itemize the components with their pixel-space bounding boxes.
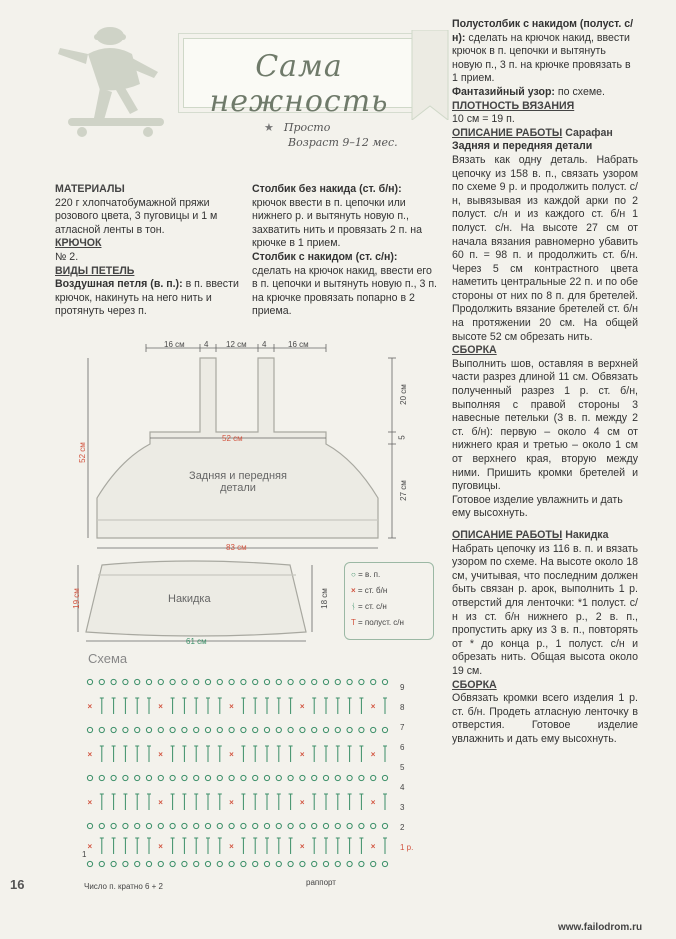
chain-stitch-mark [217,823,222,828]
chain-stitch-mark [217,679,222,684]
chain-stitch-mark [300,775,305,780]
chain-stitch-mark [205,861,210,866]
row-label: 3 [400,803,405,812]
chain-stitch-mark [123,727,128,732]
chain-stitch-mark [276,775,281,780]
legend-sc: = ст. б/н [357,586,388,595]
chain-stitch-mark [241,775,246,780]
sc-stitch-mark: × [370,842,376,851]
chain-stitch-mark [323,823,328,828]
source-url: www.failodrom.ru [558,922,643,933]
chain-stitch-mark [87,679,92,684]
chain-stitch-mark [253,679,258,684]
chain-stitch-mark [217,861,222,866]
chain-stitch-mark [264,775,269,780]
age-label: Возраст 9–12 мес. [288,136,398,149]
chain-stitch-mark [288,861,293,866]
sc-stitch-mark: × [158,842,163,851]
chain-stitch-mark [347,727,352,732]
chain-stitch-mark [135,861,140,866]
sc-stitch-mark: × [370,750,376,759]
legend-chain: = в. п. [358,570,381,579]
body-piece-outline [97,358,378,538]
chain-stitch-mark [312,679,317,684]
chain-stitch-mark [323,861,328,866]
chain-stitch-mark [241,727,246,732]
chain-stitch-mark [312,727,317,732]
sc-stitch-mark: × [158,750,163,759]
chain-stitch-mark [194,823,199,828]
chain-stitch-mark [170,727,175,732]
assembly-final: Готовое изделие увлажнить и дать ему высохнуть. [452,493,623,520]
chain-stitch-mark [312,823,317,828]
chain-stitch-mark [99,727,104,732]
chain-stitch-mark [135,679,140,684]
work-item: Сарафан [565,126,613,139]
chain-stitch-mark [182,823,187,828]
hook-text: № 2. [55,250,79,263]
chain-stitch-mark [312,775,317,780]
stitch-legend [344,562,434,640]
chain-stitch-mark [312,861,317,866]
dc-symbol-icon: ᚾ [351,602,356,611]
chain-stitch-mark [158,861,163,866]
chain-stitch-text: в п. ввести крючок, накинуть на него нить и протянуть через п. [55,278,239,318]
work-heading: ОПИСАНИЕ РАБОТЫ [452,126,563,139]
cape-text: Набрать цепочку из 116 в. п. и вязать узором по схеме. На высоте около 18 см, учитывая, что последним должен быть связан р. арок, выполнить 1 р. отверстий для ленточки: *1 полуст. с/н из ст. б/н нижнего р., 2 в. п., пропустить арку из 3 в. п., повторять от * до конца р., 1 полуст. с/н и обрезать нить. Общая высота около 19 см. [452,542,638,677]
dc-text: сделать на крючок накид, ввести его в п. цепочки и вытянуть новую п., 3 п. на крючке провязать попарно в 2 приема. [252,264,438,318]
chain-stitch-mark [99,861,104,866]
chain-stitch-mark [229,823,234,828]
part-text: Вязать как одну деталь. Набрать цепочку из 158 в. п., связать узором по схеме 9 р. и продолжить полуст. с/н, вывязывая из каждой арки по 2 полуст. с/н и из каждого ст. б/н 1 полуст. с/н. На высоте 27 см от начала вязания равномерно убавить 60 п. = 98 п. и продолжить ст. б/н. Через 5 см контрастного цвета наметить центральные 22 п. и по обе стороны от них по 8 п. для бретелей. Продолжить вязание бретелей ст. б/н на протяжении 20 см. На общей высоте 52 см обрезать нить. [452,153,638,343]
dim-19-height: 19 см [71,588,81,609]
chain-stitch-mark [217,775,222,780]
chain-stitch-mark [123,775,128,780]
row-label: 1 р. [400,843,414,852]
density-text: 10 см = 19 п. [452,113,515,126]
chain-stitch-mark [276,679,281,684]
chain-stitch-mark [111,727,116,732]
dc-title: Столбик с накидом (ст. с/н): [252,250,398,263]
sc-stitch-mark: × [229,750,234,759]
chain-stitch-mark [276,823,281,828]
chain-stitch-mark [146,861,151,866]
row-label: 4 [400,783,405,792]
chain-stitch-mark [276,861,281,866]
row-label: 5 [400,763,405,772]
sc-stitch-mark: × [229,842,234,851]
chain-stitch-mark [335,679,340,684]
chain-stitch-mark [123,823,128,828]
chain-stitch-mark [87,775,92,780]
chain-stitch-mark [99,823,104,828]
chain-stitch-mark [359,823,364,828]
chain-stitch-mark [170,861,175,866]
row-label: 9 [400,683,405,692]
chain-stitch-mark [111,861,116,866]
stitches-heading: ВИДЫ ПЕТЕЛЬ [55,264,135,277]
chain-stitch-mark [253,775,258,780]
chain-stitch-mark [335,775,340,780]
repeat-label: раппорт [306,878,336,887]
chain-stitch-mark [229,775,234,780]
dim-top-4: 4 [262,340,267,349]
body-label [178,470,298,494]
chain-stitch-mark [158,775,163,780]
chain-stitch-mark [347,823,352,828]
row-label: 2 [400,823,405,832]
scheme-row-labels [400,678,413,858]
sc-stitch-mark: × [87,798,93,807]
chain-stitch-mark [194,679,199,684]
chain-stitch-mark [359,775,364,780]
chain-stitch-mark [288,823,293,828]
chain-stitch-mark [288,727,293,732]
chain-stitch-mark [135,823,140,828]
dim-top-1: 16 см [164,340,185,349]
body-label-line2: детали [220,482,256,494]
difficulty-label: Просто [283,121,331,134]
chain-stitch-mark [359,861,364,866]
chain-stitch-mark [382,727,387,732]
page-title: Сама нежность [209,49,389,119]
chain-stitch-mark [182,775,187,780]
dim-top-3: 12 см [226,340,247,349]
chain-stitch-mark [371,823,376,828]
chain-stitch-mark [300,727,305,732]
dim-18-height: 18 см [319,588,329,609]
dim-27-height: 27 см [398,480,408,501]
chain-stitch-mark [194,775,199,780]
density-heading: ПЛОТНОСТЬ ВЯЗАНИЯ [452,99,575,112]
chain-stitch-mark [382,823,387,828]
sc-title: Столбик без накида (ст. б/н): [252,183,402,195]
chain-stitch-mark [276,727,281,732]
column-3 [452,18,638,746]
chain-stitch-mark [182,727,187,732]
stitch-multiple: Число п. кратно 6 + 2 [84,882,163,891]
sc-text: крючок ввести в п. цепочки или нижнего р. и вытянуть новую п., захватить нить и провязать 2 п. на крючке в 1 прием. [252,196,423,250]
chain-stitch-mark [241,861,246,866]
chain-stitch-mark [99,775,104,780]
dim-20-height: 20 см [398,384,408,405]
chain-stitch-mark [111,679,116,684]
chain-stitch-mark [288,775,293,780]
chain-stitch-mark [111,775,116,780]
chain-stitch-mark [300,823,305,828]
scheme-cont-mark: 1 [82,850,87,859]
chain-stitch-mark [135,727,140,732]
assembly-text: Выполнить шов, оставляя в верхней части разрез длиной 11 см. Обвязать полученный разрез 1 р. ст. б/н, выполняя с правой стороны 3 навесные петельки (3 в. п. между 2 ст. б/н): первую – около 4 см от нижнего края и третью – около 1 см от верхнего края, вторую между ними. Пришить кромки бретелей и пуговицы. [452,357,638,493]
dim-83-width: 83 см [226,543,247,552]
chain-stitch-mark [146,823,151,828]
chain-stitch-mark [288,679,293,684]
chain-stitch-mark [371,861,376,866]
chain-stitch-mark [371,679,376,684]
chain-stitch-mark [87,823,92,828]
fancy-text: по схеме. [557,85,605,98]
assembly2-heading: СБОРКА [452,678,497,691]
sc-stitch-mark: × [370,798,376,807]
row-label: 8 [400,703,405,712]
chain-stitch-mark [87,861,92,866]
chain-stitch-mark [264,727,269,732]
chain-stitch-mark [182,861,187,866]
sc-stitch-mark: × [299,702,305,711]
chain-stitch-mark [241,679,246,684]
chain-symbol-icon: ○ [351,570,356,579]
hdc-symbol-icon: T [351,618,356,627]
chain-stitch-mark [205,823,210,828]
chain-stitch-mark [194,861,199,866]
scheme-chart [82,668,402,873]
sc-stitch-mark: × [87,750,93,759]
hdc-title: Полустолбик с накидом (полуст. с/н): [452,18,634,44]
chain-stitch-mark [264,679,269,684]
scheme-title: Схема [88,651,128,666]
chain-stitch-mark [264,861,269,866]
chain-stitch-mark [335,727,340,732]
sc-stitch-mark: × [87,842,93,851]
pattern-diagram [0,0,450,650]
chain-stitch-mark [146,775,151,780]
chain-stitch-mark [194,727,199,732]
chain-stitch-mark [123,679,128,684]
chain-stitch-mark [253,823,258,828]
chain-stitch-mark [382,775,387,780]
chain-stitch-mark [229,679,234,684]
chain-stitch-mark [382,679,387,684]
chain-stitch-mark [123,861,128,866]
chain-stitch-mark [205,727,210,732]
chain-stitch-mark [170,775,175,780]
cape-label: Накидка [168,593,211,605]
chain-stitch-mark [359,679,364,684]
chain-stitch-mark [300,679,305,684]
chain-stitch-mark [146,727,151,732]
chain-stitch-mark [229,861,234,866]
chain-stitch-mark [264,823,269,828]
chain-stitch-mark [253,727,258,732]
chain-stitch-mark [335,861,340,866]
sc-stitch-mark: × [229,702,234,711]
work2-heading: ОПИСАНИЕ РАБОТЫ [452,528,563,541]
sc-stitch-mark: × [158,798,163,807]
legend-dc: = ст. с/н [358,602,387,611]
dim-top-5: 16 см [288,340,309,349]
chain-stitch-mark [323,727,328,732]
chain-stitch-mark [111,823,116,828]
materials-text: 220 г хлопчатобумажной пряжи розового цвета, 3 пуговицы и 1 м атласной ленты в тон. [55,196,218,236]
chain-stitch-mark [300,861,305,866]
chain-stitch-title: Воздушная петля (в. п.): [55,278,183,291]
chain-stitch-mark [99,679,104,684]
dim-61-width: 61 см [186,637,207,646]
chain-stitch-mark [182,679,187,684]
fancy-title: Фантазийный узор: [452,85,555,98]
part-title: Задняя и передняя детали [452,140,593,153]
chain-stitch-mark [158,823,163,828]
dim-52-width: 52 см [222,434,243,443]
chain-stitch-mark [87,727,92,732]
assembly2-text: Обвязать кромки всего изделия 1 р. ст. б/н. Продеть атласную ленточку в отверстия. Готовое изделие увлажнить и дать ему высохнуть. [452,692,638,745]
dim-5-height: 5 [397,435,407,440]
chain-stitch-mark [347,679,352,684]
legend-hdc: = полуст. с/н [357,618,404,627]
hdc-text: сделать на крючок накид, ввести крючок в п. цепочки и вытянуть новую п., 3 п. на крючке провязать в 1 прием. [452,31,631,85]
row-label: 6 [400,743,405,752]
assembly-heading: СБОРКА [452,344,497,357]
chain-stitch-mark [205,679,210,684]
chain-stitch-mark [347,775,352,780]
sc-stitch-mark: × [299,750,305,759]
chain-stitch-mark [205,775,210,780]
sc-stitch-mark: × [370,702,376,711]
sc-stitch-mark: × [87,702,93,711]
chain-stitch-mark [359,727,364,732]
sc-stitch-mark: × [158,702,163,711]
materials-heading: МАТЕРИАЛЫ [55,183,125,195]
chain-stitch-mark [158,727,163,732]
sc-stitch-mark: × [229,798,234,807]
chain-stitch-mark [382,861,387,866]
work2-item: Накидка [565,528,609,541]
sc-stitch-mark: × [299,842,305,851]
hook-heading: КРЮЧОК [55,237,102,250]
chain-stitch-mark [371,775,376,780]
chain-stitch-mark [371,727,376,732]
chain-stitch-mark [135,775,140,780]
chain-stitch-mark [217,727,222,732]
chain-stitch-mark [323,775,328,780]
sc-stitch-mark: × [299,798,305,807]
chain-stitch-mark [323,679,328,684]
dim-top-2: 4 [204,340,209,349]
sc-symbol-icon: × [351,586,356,595]
chain-stitch-mark [170,679,175,684]
chain-stitch-mark [253,861,258,866]
page-number: 16 [10,877,25,892]
chain-stitch-mark [335,823,340,828]
chain-stitch-mark [158,679,163,684]
star-icon: ★ [264,121,274,134]
chain-stitch-mark [146,679,151,684]
dim-52-height: 52 см [77,442,87,463]
chain-stitch-mark [229,727,234,732]
body-label-line1: Задняя и передняя [189,470,287,482]
chain-stitch-mark [170,823,175,828]
chain-stitch-mark [347,861,352,866]
row-label: 7 [400,723,405,732]
chain-stitch-mark [241,823,246,828]
